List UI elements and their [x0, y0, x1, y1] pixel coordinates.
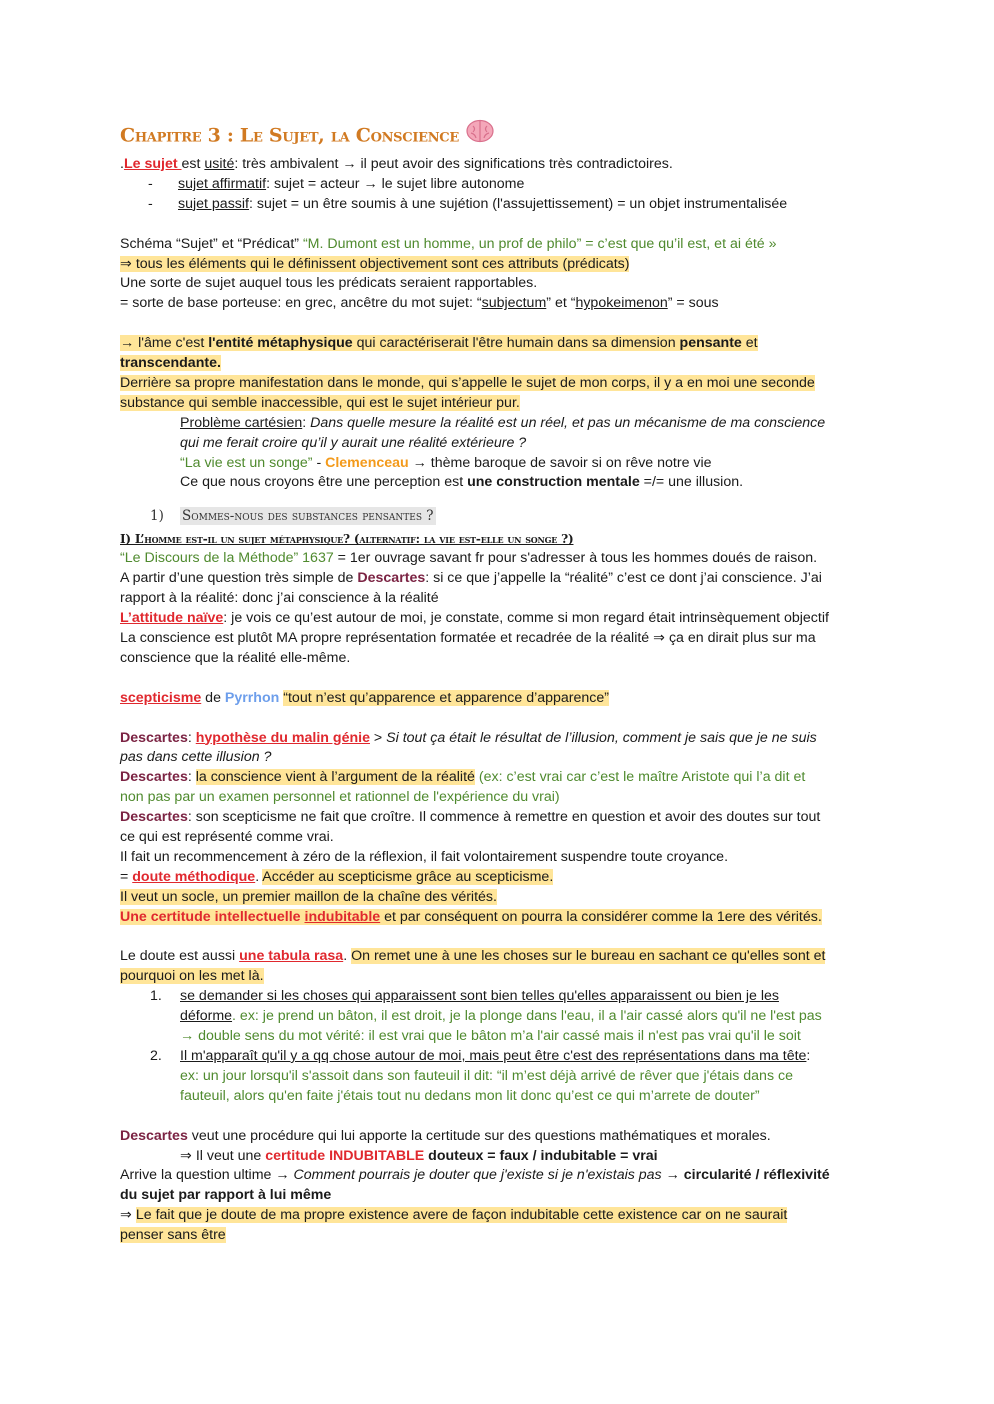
page-title: Chapitre 3 : Le Sujet, la Conscience	[120, 118, 880, 155]
list-item: → double sens du mot vérité: il est vrai que le bâton m’a l'air cassé mais il n'est pas vrai qu'il le soit	[180, 1028, 801, 1045]
paragraph-line: La conscience est plutôt MA propre représentation formatée et recadrée de la réalité ⇒ ça en dirait plus sur ma	[120, 630, 816, 646]
list-item: - sujet passif: sujet = un être soumis à une sujétion (l'assujettissement) = un objet instrumentalisée	[148, 195, 788, 212]
document-page	[120, 118, 880, 1246]
paragraph-line: = sorte de base porteuse: en grec, ancêtre du mot sujet: “subjectum” et “hypokeimenon” = sous	[120, 295, 719, 312]
paragraph-line: transcendante.	[120, 355, 221, 372]
list-item: ex: un jour lorsqu'il s'assoit dans son fauteuil il dit: “il m’est déjà arrivé de rêver que j'étais dans ce	[180, 1067, 793, 1084]
paragraph-line: ⇒ tous les éléments qui le définissent objectivement sont ces attributs (prédicats)	[120, 255, 630, 272]
paragraph-line: Schéma “Sujet” et “Prédicat” “M. Dumont est un homme, un prof de philo” = c’est que qu’il est, et ai été »	[120, 235, 777, 252]
list-item: 2. Il m'apparaît qu'il y a qq chose autour de moi, mais peut être c'est des représentations dans ma tête:	[150, 1047, 811, 1064]
paragraph-line: Il fait un recommencement à zéro de la réflexion, il fait volontairement suspendre toute croyance.	[120, 848, 729, 865]
paragraph-line: “Le Discours de la Méthode” 1637 = 1er ouvrage savant fr pour s'adresser à tous les hommes doués de raison.	[120, 550, 818, 567]
paragraph-line: pas dans cette illusion ?	[120, 749, 272, 766]
paragraph-line: → l'âme c'est l'entité métaphysique qui caractériserait l'être humain dans sa dimension pensante et	[120, 335, 758, 352]
paragraph-line: Descartes: hypothèse du malin génie > Si tout ça était le résultat de l’illusion, comment je sais que je ne suis	[120, 729, 817, 746]
paragraph-line: qui me ferait croire qu’il y aurait une réalité extérieure ?	[180, 434, 527, 451]
paragraph-line: pourquoi on les met là.	[120, 968, 264, 985]
paragraph-line: ce qui est représenté comme vrai.	[120, 829, 334, 846]
paragraph-line: conscience que la réalité elle-même.	[120, 649, 351, 666]
paragraph-line: Il veut un socle, un premier maillon de la chaîne des vérités.	[120, 888, 497, 905]
paragraph-line: rapport à la réalité: donc j’ai conscience à la réalité	[120, 590, 439, 607]
paragraph-line: Ce que nous croyons être une perception est une construction mentale =/= une illusion.	[180, 474, 744, 491]
paragraph-line: Une sorte de sujet auquel tous les prédicats seraient rapportables.	[120, 275, 538, 292]
section-heading-2: I) L’homme est-il un sujet métaphysique? (alternatif: la vie est-elle un songe ?)	[120, 532, 574, 547]
list-item: 1. se demander si les choses qui apparaissent sont bien telles qu'elles apparaissent ou bien je les	[150, 988, 779, 1005]
list-item: - sujet affirmatif: sujet = acteur → le sujet libre autonome	[148, 175, 525, 192]
paragraph-line: L’attitude naïve: je vois ce qu’est autour de moi, je constate, comme si mon regard était intrinsèquement objectif	[120, 610, 829, 627]
paragraph-line: Descartes: son scepticisme ne fait que croître. Il commence à remettre en question et avoir des doutes sur tout	[120, 809, 821, 826]
paragraph-line: Le doute est aussi une tabula rasa. On remet une à une les choses sur le bureau en sachant ce qu'elles sont et	[120, 948, 826, 965]
list-item: déforme. ex: je prend un bâton, il est droit, je la plonge dans l'eau, il a l'air cassé alors qu'il ne l'est pas	[180, 1008, 822, 1025]
paragraph-line: ⇒ Le fait que je doute de ma propre existence avere de façon indubitable cette existence car on ne saurait	[120, 1207, 788, 1224]
paragraph-line: Arrive la question ultime → Comment pourrais je douter que j'existe si je n'existais pas → circularité / réflexivité	[120, 1167, 830, 1184]
paragraph-line: A partir d’une question très simple de Descartes: si ce que j’appelle la “réalité” c’est ce dont j’ai conscience. J’ai	[120, 570, 822, 587]
brain-icon	[465, 118, 495, 155]
paragraph-line: ⇒ Il veut une certitude INDUBITABLE douteux = faux / indubitable = vrai	[180, 1147, 658, 1164]
paragraph-line: Descartes veut une procédure qui lui apporte la certitude sur des questions mathématiques et morales.	[120, 1127, 771, 1144]
paragraph-line: non pas par un examen personnel et rationnel de l'expérience du vrai)	[120, 789, 560, 806]
paragraph-line: Une certitude intellectuelle indubitable et par conséquent on pourra la considérer comme la 1ere des vérités.	[120, 908, 822, 925]
paragraph-line: Problème cartésien: Dans quelle mesure la réalité est un réel, et pas un mécanisme de ma conscience	[180, 414, 826, 431]
intro-line: .Le sujet est usité: très ambivalent → il peut avoir des significations très contradictoires.	[120, 156, 673, 172]
paragraph-line: penser sans être	[120, 1227, 226, 1244]
paragraph-line: Derrière sa propre manifestation dans le monde, qui s’appelle le sujet de mon corps, il y a en moi une seconde	[120, 374, 815, 391]
paragraph-line: Descartes: la conscience vient à l’argument de la réalité (ex: c’est vrai car c’est le maître Aristote qui l’a dit et	[120, 769, 806, 786]
paragraph-line: du sujet par rapport à lui même	[120, 1187, 332, 1204]
paragraph-line: substance qui semble inaccessible, qui est le sujet intérieur pur.	[120, 394, 520, 411]
paragraph-line: = doute méthodique. Accéder au scepticisme grâce au scepticisme.	[120, 868, 554, 885]
paragraph-line: “La vie est un songe” - Clemenceau → thème baroque de savoir si on rêve notre vie	[180, 454, 712, 471]
section-heading-1: 1) Sommes-nous des substances pensantes ?	[150, 508, 434, 525]
list-item: fauteuil, alors qu'en faite j'étais tout nu dedans mon lit donc qu’est ce qui m’arrete de douter”	[180, 1087, 760, 1104]
paragraph-line: scepticisme de Pyrrhon “tout n’est qu’apparence et apparence d’apparence”	[120, 689, 610, 706]
